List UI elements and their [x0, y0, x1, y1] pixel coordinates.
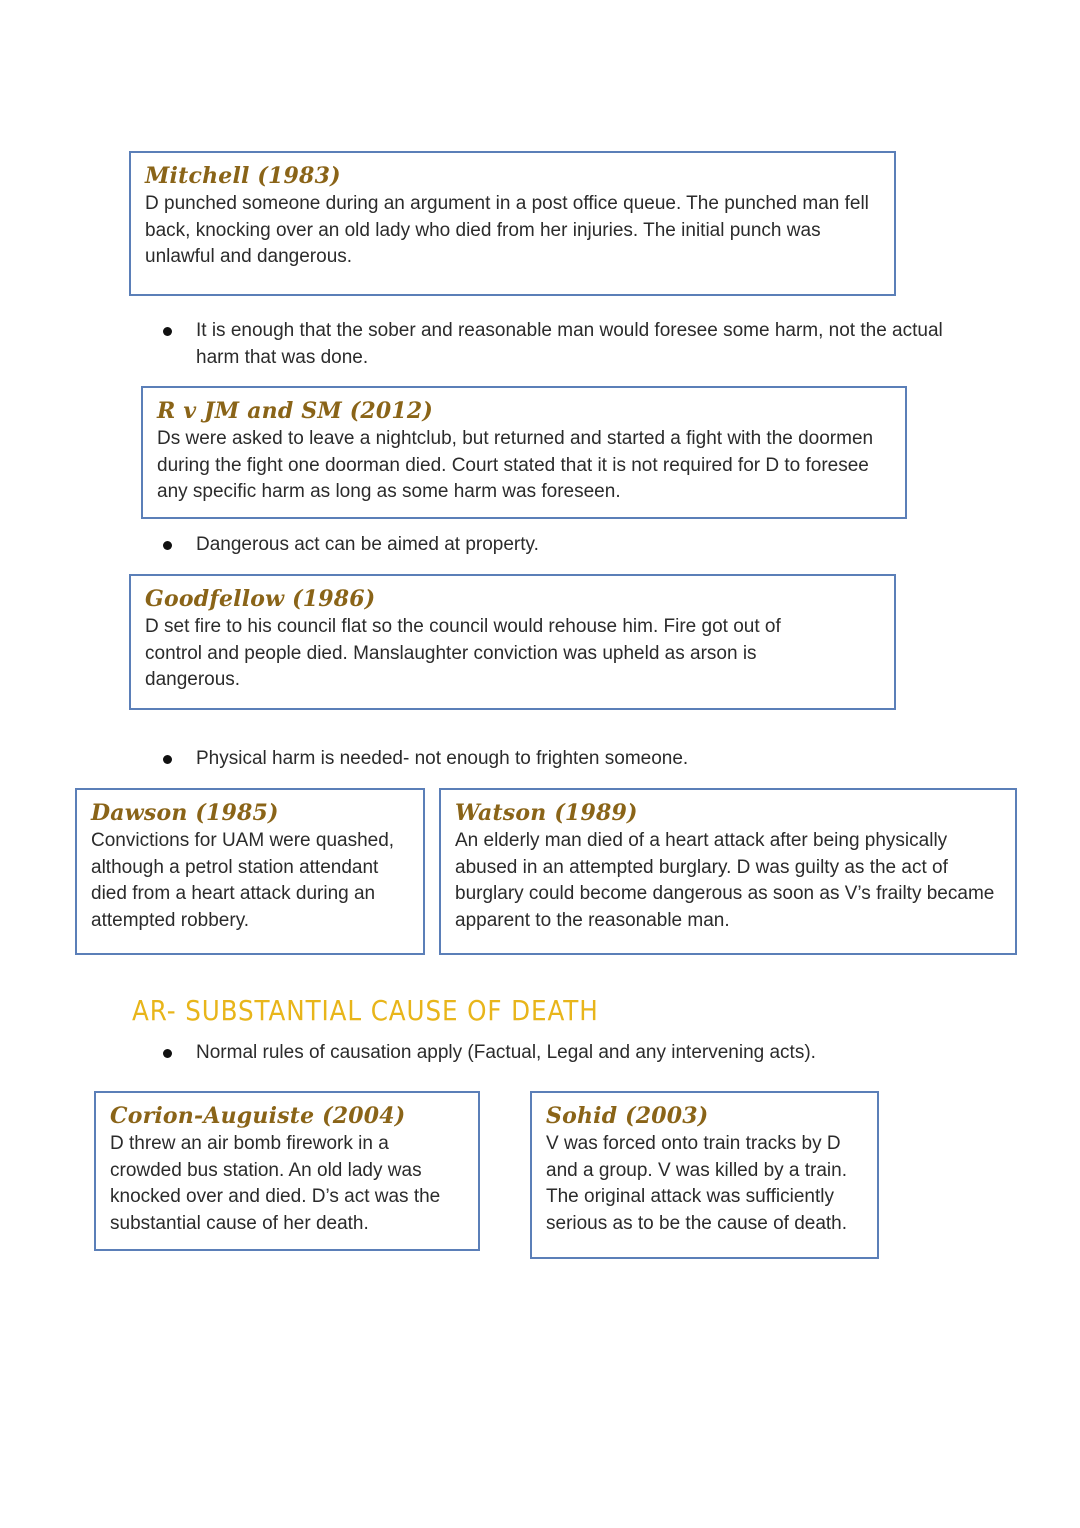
case-text: Ds were asked to leave a nightclub, but returned and started a fight with the doormen during the fight one doorman died. Court stated that it is not required for D to foresee any specific harm as long as some harm was foreseen. [157, 428, 874, 502]
case-box-jm-sm [141, 386, 907, 519]
case-title: Mitchell (1983) [145, 163, 341, 189]
case-title: Sohid (2003) [546, 1103, 709, 1129]
case-box-mitchell [129, 151, 896, 296]
case-title: Corion-Auguiste (2004) [110, 1103, 406, 1129]
case-box-sohid [530, 1091, 879, 1259]
bullet-property [163, 532, 953, 559]
case-title: Watson (1989) [455, 800, 638, 826]
case-box-watson [439, 788, 1017, 955]
case-box-dawson [75, 788, 425, 955]
bullet-dot-icon [163, 1049, 172, 1058]
case-text: D set fire to his council flat so the council would rehouse him. Fire got out of control and people died. Manslaughter conviction was upheld as arson is dangerous. [145, 616, 781, 690]
bullet-foresee [163, 318, 953, 371]
case-text: D threw an air bomb firework in a crowded bus station. An old lady was knocked over and died. D’s act was the substantial cause of her death. [110, 1133, 441, 1234]
case-box-corion-auguiste [94, 1091, 480, 1251]
bullet-dot-icon [163, 327, 172, 336]
case-text: V was forced onto train tracks by D and a group. V was killed by a train. The original attack was sufficiently serious as to be the cause of death. [546, 1133, 848, 1234]
case-text: Convictions for UAM were quashed, although a petrol station attendant died from a heart attack during an attempted robbery. [91, 830, 395, 931]
bullet-dot-icon [163, 541, 172, 550]
case-title: R v JM and SM (2012) [157, 398, 434, 424]
bullet-text: It is enough that the sober and reasonable man would foresee some harm, not the actual harm that was done. [196, 320, 943, 368]
case-text: An elderly man died of a heart attack after being physically abused in an attempted burglary. D was guilty as the act of burglary could become dangerous as soon as V’s frailty became apparent to the reasonable man. [455, 830, 995, 931]
bullet-dot-icon [163, 755, 172, 764]
section-heading: AR- SUBSTANTIAL CAUSE OF DEATH [132, 994, 599, 1027]
bullet-text: Normal rules of causation apply (Factual, Legal and any intervening acts). [196, 1042, 816, 1063]
bullet-text: Physical harm is needed- not enough to frighten someone. [196, 748, 689, 769]
bullet-text: Dangerous act can be aimed at property. [196, 534, 539, 555]
case-text: D punched someone during an argument in a post office queue. The punched man fell back, knocking over an old lady who died from her injuries. The initial punch was unlawful and dangerous. [145, 193, 869, 267]
bullet-causation [163, 1040, 983, 1067]
case-box-goodfellow [129, 574, 896, 710]
case-title: Goodfellow (1986) [145, 586, 376, 612]
bullet-physical [163, 746, 953, 773]
case-title: Dawson (1985) [91, 800, 279, 826]
